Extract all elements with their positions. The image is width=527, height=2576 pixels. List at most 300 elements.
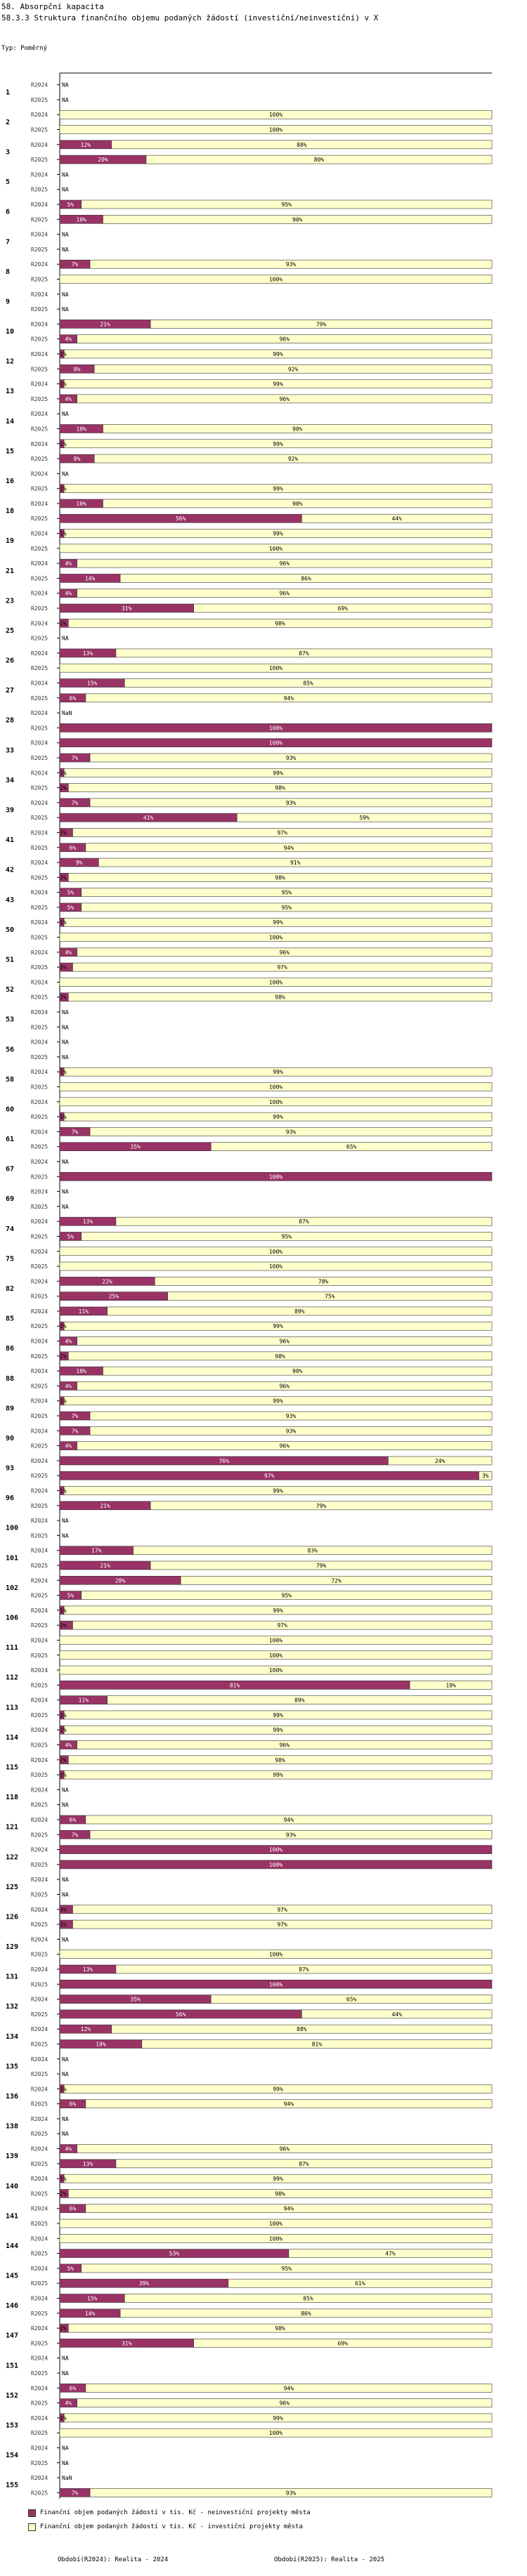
period-label: R2024 — [31, 1787, 48, 1794]
data-label-neinvesticni: 17% — [91, 1547, 102, 1554]
data-label-neinvesticni: 22% — [102, 1278, 112, 1285]
group-label: 51 — [6, 956, 15, 964]
legend-swatch-neinvesticni — [28, 2509, 36, 2517]
na-label: NA — [62, 1009, 69, 1016]
period-label: R2024 — [31, 500, 48, 507]
period-label: R2025 — [31, 2370, 48, 2377]
period-label: R2024 — [31, 2176, 48, 2183]
period-label: R2024 — [31, 202, 48, 209]
group-label: 10 — [6, 328, 15, 336]
data-label-investicni: 100% — [268, 276, 283, 283]
data-label-neinvesticni: 12% — [80, 141, 91, 148]
data-label-investicni: 98% — [275, 994, 285, 1001]
data-label-neinvesticni: 41% — [143, 815, 154, 822]
data-label-investicni: 99% — [273, 2414, 283, 2421]
data-label-neinvesticni: 8% — [73, 366, 81, 373]
na-label: NA — [62, 2115, 69, 2122]
data-label-neinvesticni: 5% — [67, 1233, 74, 1240]
group-label: 58 — [6, 1075, 15, 1084]
period-label: R2025 — [31, 1353, 48, 1360]
period-label: R2025 — [31, 2340, 48, 2347]
period-label: R2024 — [31, 1368, 48, 1375]
data-label-neinvesticni: 4% — [65, 590, 72, 597]
period-label: R2024 — [31, 889, 48, 896]
data-label-investicni: 99% — [273, 440, 283, 447]
data-label-neinvesticni: 6% — [69, 1817, 77, 1824]
na-label: NaN — [62, 710, 72, 717]
group-label: 93 — [6, 1464, 15, 1473]
data-label-neinvesticni: 7% — [71, 754, 79, 761]
data-label-neinvesticni: 1% — [60, 1487, 67, 1494]
period-label: R2024 — [31, 1697, 48, 1704]
data-label-investicni: 99% — [273, 919, 283, 926]
group-label: 118 — [6, 1794, 19, 1802]
data-label-investicni: 100% — [268, 2235, 283, 2242]
na-label: NA — [62, 1891, 69, 1898]
data-label-neinvesticni: 4% — [65, 1742, 72, 1749]
group-label: 75 — [6, 1255, 15, 1263]
data-label-neinvesticni: 3% — [60, 1921, 67, 1928]
period-label: R2025 — [31, 1502, 48, 1509]
group-label: 60 — [6, 1105, 15, 1114]
period-label: R2024 — [31, 1188, 48, 1195]
period-label: R2024 — [31, 919, 48, 926]
group-label: 126 — [6, 1913, 19, 1921]
na-label: NA — [62, 291, 69, 298]
period-label: R2025 — [31, 934, 48, 941]
period-label: R2024 — [31, 261, 48, 268]
period-label: R2024 — [31, 2205, 48, 2212]
data-label-investicni: 97% — [277, 1921, 287, 1928]
period-label: R2024 — [31, 1009, 48, 1016]
group-label: 134 — [6, 2032, 19, 2041]
group-label: 89 — [6, 1405, 15, 1413]
data-label-neinvesticni: 31% — [122, 2340, 132, 2347]
group-label: 53 — [6, 1016, 15, 1024]
period-label: R2024 — [31, 2325, 48, 2332]
na-label: NA — [62, 411, 69, 418]
data-label-investicni: 98% — [275, 620, 285, 627]
data-label-investicni: 95% — [281, 904, 292, 911]
period-label: R2025 — [31, 2430, 48, 2437]
data-label-neinvesticni: 4% — [65, 949, 72, 956]
na-label: NA — [62, 1024, 69, 1031]
period-label: R2025 — [31, 725, 48, 732]
data-label-investicni: 87% — [299, 1218, 309, 1225]
data-label-investicni: 65% — [346, 1996, 357, 2003]
data-label-investicni: 94% — [283, 1817, 294, 1824]
period-label: R2025 — [31, 157, 48, 164]
period-label: R2024 — [31, 2475, 48, 2482]
data-label-investicni: 96% — [279, 1338, 290, 1345]
data-label-investicni: 90% — [292, 216, 303, 223]
data-label-neinvesticni: 7% — [71, 1832, 79, 1839]
data-label-investicni: 99% — [273, 1069, 283, 1076]
data-label-investicni: 95% — [281, 889, 292, 896]
group-label: 23 — [6, 597, 15, 605]
group-label: 121 — [6, 1823, 19, 1832]
data-label-neinvesticni: 5% — [67, 889, 74, 896]
data-label-neinvesticni: 4% — [65, 2145, 72, 2153]
na-label: NA — [62, 471, 69, 478]
data-label-investicni: 69% — [337, 605, 349, 612]
data-label-investicni: 93% — [285, 1428, 297, 1435]
data-label-neinvesticni: 100% — [268, 1846, 283, 1853]
group-label: 19 — [6, 537, 15, 546]
group-label: 154 — [6, 2452, 19, 2460]
data-label-investicni: 92% — [287, 456, 299, 463]
period-label: R2025 — [31, 2250, 48, 2257]
data-label-neinvesticni: 2% — [60, 1353, 67, 1360]
period-label: R2025 — [31, 1143, 48, 1150]
data-label-neinvesticni: 1% — [60, 919, 67, 926]
group-label: 34 — [6, 776, 15, 784]
data-label-investicni: 96% — [279, 2145, 290, 2153]
data-label-neinvesticni: 6% — [69, 695, 77, 702]
period-label: R2025 — [31, 815, 48, 822]
data-label-investicni: 96% — [279, 1443, 290, 1450]
data-label-investicni: 100% — [268, 1098, 283, 1105]
data-label-investicni: 80% — [313, 157, 325, 164]
data-label-neinvesticni: 13% — [82, 1218, 93, 1225]
data-label-neinvesticni: 1% — [60, 2086, 67, 2093]
legend-swatch-investicni — [28, 2523, 36, 2531]
na-label: NA — [62, 1936, 69, 1943]
na-label: NA — [62, 2370, 69, 2377]
period-label: R2025 — [31, 96, 48, 103]
group-label: 125 — [6, 1883, 19, 1891]
period-label: R2024 — [31, 2056, 48, 2063]
data-label-investicni: 100% — [268, 934, 283, 941]
period-label: R2025 — [31, 456, 48, 463]
period-label: R2025 — [31, 276, 48, 283]
data-label-investicni: 93% — [285, 2490, 297, 2497]
data-label-neinvesticni: 7% — [71, 799, 79, 806]
na-label: NA — [62, 1801, 69, 1808]
data-label-investicni: 89% — [294, 1697, 305, 1704]
data-label-investicni: 47% — [385, 2250, 396, 2257]
data-label-neinvesticni: 15% — [86, 680, 98, 687]
data-label-investicni: 93% — [285, 1413, 297, 1420]
period-label: R2024 — [31, 770, 48, 777]
data-label-investicni: 95% — [281, 202, 292, 209]
period-label: R2025 — [31, 695, 48, 702]
period-label: R2024 — [31, 1069, 48, 1076]
data-label-neinvesticni: 1% — [60, 1711, 67, 1719]
group-label: 102 — [6, 1584, 19, 1592]
group-label: 131 — [6, 1973, 19, 1981]
period-label: R2025 — [31, 1981, 48, 1988]
data-label-neinvesticni: 2% — [60, 994, 67, 1001]
data-label-investicni: 85% — [303, 2295, 313, 2302]
data-label-neinvesticni: 21% — [100, 321, 110, 328]
period-label: R2024 — [31, 680, 48, 687]
data-label-investicni: 72% — [331, 1577, 341, 1584]
period-label: R2025 — [31, 126, 48, 133]
data-label-investicni: 83% — [307, 1547, 318, 1554]
data-label-investicni: 95% — [281, 1592, 292, 1599]
period-label: R2024 — [31, 1936, 48, 1943]
group-label: 3 — [6, 148, 11, 157]
period-label: R2024 — [31, 740, 48, 747]
period-label: R2025 — [31, 1711, 48, 1719]
data-label-neinvesticni: 5% — [67, 1592, 74, 1599]
period-label: R2025 — [31, 366, 48, 373]
data-label-neinvesticni: 6% — [69, 2101, 77, 2108]
period-label: R2024 — [31, 2385, 48, 2392]
data-label-investicni: 99% — [273, 2086, 283, 2093]
data-label-investicni: 100% — [268, 1263, 283, 1270]
period-label: R2024 — [31, 141, 48, 148]
na-label: NA — [62, 96, 69, 103]
period-label: R2024 — [31, 1607, 48, 1614]
group-label: 86 — [6, 1345, 15, 1353]
data-label-neinvesticni: 1% — [60, 1114, 67, 1121]
data-label-investicni: 99% — [273, 530, 283, 537]
group-label: 85 — [6, 1315, 15, 1323]
data-label-neinvesticni: 4% — [65, 395, 72, 402]
data-label-investicni: 96% — [279, 590, 290, 597]
period-label: R2024 — [31, 440, 48, 447]
data-label-neinvesticni: 1% — [60, 381, 67, 388]
data-label-investicni: 100% — [268, 979, 283, 986]
group-label: 52 — [6, 986, 15, 994]
period-label: R2025 — [31, 2071, 48, 2078]
data-label-investicni: 19% — [445, 1682, 456, 1689]
data-label-neinvesticni: 1% — [60, 1398, 67, 1405]
na-label: NA — [62, 1158, 69, 1165]
period-label: R2024 — [31, 1996, 48, 2003]
data-label-investicni: 99% — [273, 2176, 283, 2183]
group-label: 14 — [6, 417, 15, 426]
period-label: R2024 — [31, 650, 48, 657]
period-label: R2024 — [31, 1877, 48, 1884]
data-label-neinvesticni: 14% — [84, 2310, 96, 2317]
data-label-investicni: 97% — [277, 1622, 287, 1629]
period-label: R2025 — [31, 2221, 48, 2228]
period-label: R2024 — [31, 1756, 48, 1763]
data-label-neinvesticni: 31% — [122, 605, 132, 612]
data-label-investicni: 100% — [268, 545, 283, 552]
group-label: 152 — [6, 2391, 19, 2400]
data-label-neinvesticni: 100% — [268, 1174, 283, 1181]
period-label: R2024 — [31, 171, 48, 178]
group-label: 16 — [6, 478, 15, 485]
data-label-investicni: 85% — [303, 680, 313, 687]
group-label: 129 — [6, 1943, 19, 1952]
period-label: R2025 — [31, 2011, 48, 2018]
period-label: R2025 — [31, 1592, 48, 1599]
period-label: R2024 — [31, 2295, 48, 2302]
group-label: 140 — [6, 2182, 19, 2190]
period-label: R2024 — [31, 1547, 48, 1554]
data-label-neinvesticni: 12% — [80, 2026, 91, 2033]
group-label: 15 — [6, 447, 15, 456]
period-label: R2024 — [31, 1577, 48, 1584]
data-label-neinvesticni: 6% — [69, 2385, 77, 2392]
data-label-neinvesticni: 100% — [268, 740, 283, 747]
legend-item-investicni — [28, 2520, 311, 2534]
data-label-neinvesticni: 1% — [60, 1772, 67, 1779]
data-label-investicni: 93% — [285, 1832, 297, 1839]
period-label: R2025 — [31, 426, 48, 433]
data-label-investicni: 78% — [318, 1278, 329, 1285]
group-label: 25 — [6, 626, 15, 635]
data-label-neinvesticni: 28% — [115, 1577, 126, 1584]
chart-title: 58.3.3 Struktura finančního objemu podaných žádostí (investiční/neinvestiční) v X — [1, 13, 379, 22]
group-label: 39 — [6, 806, 15, 815]
data-label-investicni: 100% — [268, 665, 283, 672]
data-label-investicni: 61% — [355, 2280, 365, 2287]
data-label-neinvesticni: 7% — [71, 261, 79, 268]
data-label-investicni: 93% — [285, 799, 297, 806]
data-label-neinvesticni: 56% — [175, 515, 186, 523]
group-label: 69 — [6, 1195, 15, 1204]
data-label-neinvesticni: 2% — [60, 1756, 67, 1763]
data-label-investicni: 96% — [279, 560, 290, 567]
data-label-neinvesticni: 35% — [130, 1996, 141, 2003]
na-label: NA — [62, 1039, 69, 1046]
data-label-investicni: 99% — [273, 1114, 283, 1121]
group-label: 67 — [6, 1165, 15, 1174]
data-label-investicni: 94% — [283, 2205, 294, 2212]
data-label-investicni: 100% — [268, 1652, 283, 1659]
data-label-neinvesticni: 21% — [100, 1562, 110, 1569]
data-label-neinvesticni: 8% — [73, 456, 81, 463]
footer-period-2024: Období(R2024): Realita - 2024 — [58, 2556, 169, 2563]
legend — [28, 2506, 311, 2534]
data-label-investicni: 97% — [277, 829, 287, 836]
period-label: R2025 — [31, 2160, 48, 2167]
period-label: R2025 — [31, 395, 48, 402]
data-label-neinvesticni: 1% — [60, 440, 67, 447]
data-label-investicni: 99% — [273, 1727, 283, 1734]
data-label-neinvesticni: 53% — [169, 2250, 180, 2257]
data-label-neinvesticni: 2% — [60, 620, 67, 627]
data-label-neinvesticni: 2% — [60, 874, 67, 881]
na-label: NA — [62, 171, 69, 178]
period-label: R2025 — [31, 964, 48, 971]
legend-label-neinvesticni: Finanční objem podaných žádostí v tis. Kč - neinvestiční projekty města — [40, 2509, 311, 2516]
data-label-investicni: 98% — [275, 874, 285, 881]
data-label-neinvesticni: 21% — [100, 1502, 110, 1509]
period-label: R2024 — [31, 2115, 48, 2122]
data-label-investicni: 79% — [315, 1562, 327, 1569]
group-label: 2 — [6, 118, 11, 126]
group-label: 33 — [6, 747, 15, 755]
group-label: 135 — [6, 2063, 19, 2071]
period-label: R2024 — [31, 1398, 48, 1405]
data-label-investicni: 90% — [292, 500, 303, 507]
data-label-neinvesticni: 25% — [108, 1293, 119, 1300]
data-label-neinvesticni: 1% — [60, 770, 67, 777]
data-label-neinvesticni: 1% — [60, 1607, 67, 1614]
data-label-investicni: 96% — [279, 949, 290, 956]
period-label: R2025 — [31, 904, 48, 911]
group-label: 144 — [6, 2242, 19, 2250]
data-label-investicni: 86% — [301, 575, 311, 582]
data-label-neinvesticni: 13% — [82, 650, 93, 657]
period-label: R2024 — [31, 471, 48, 478]
period-label: R2025 — [31, 1233, 48, 1240]
period-label: R2024 — [31, 1308, 48, 1315]
data-label-neinvesticni: 6% — [69, 844, 77, 851]
period-label: R2024 — [31, 1518, 48, 1525]
period-label: R2025 — [31, 1951, 48, 1958]
group-label: 12 — [6, 357, 15, 366]
group-label: 27 — [6, 687, 15, 695]
data-label-investicni: 94% — [283, 695, 294, 702]
data-label-neinvesticni: 76% — [219, 1457, 229, 1464]
data-label-investicni: 93% — [285, 261, 297, 268]
group-label: 42 — [6, 866, 15, 874]
data-label-neinvesticni: 1% — [60, 2176, 67, 2183]
period-label: R2024 — [31, 2086, 48, 2093]
data-label-neinvesticni: 10% — [76, 500, 86, 507]
data-label-investicni: 96% — [279, 336, 290, 343]
period-label: R2025 — [31, 1323, 48, 1330]
period-label: R2025 — [31, 2041, 48, 2048]
period-label: R2025 — [31, 2280, 48, 2287]
period-label: R2025 — [31, 2310, 48, 2317]
data-label-investicni: 90% — [292, 426, 303, 433]
period-label: R2025 — [31, 1682, 48, 1689]
period-label: R2025 — [31, 246, 48, 253]
group-label: 145 — [6, 2272, 19, 2280]
data-label-neinvesticni: 13% — [82, 2160, 93, 2167]
data-label-neinvesticni: 81% — [229, 1682, 240, 1689]
group-label: 50 — [6, 926, 15, 934]
group-label: 111 — [6, 1644, 19, 1652]
period-label: R2024 — [31, 112, 48, 119]
group-label: 61 — [6, 1136, 15, 1144]
data-label-investicni: 44% — [391, 515, 402, 523]
data-label-investicni: 92% — [287, 366, 299, 373]
period-label: R2024 — [31, 291, 48, 298]
na-label: NA — [62, 1053, 69, 1060]
data-label-neinvesticni: 7% — [71, 1413, 79, 1420]
group-label: 8 — [6, 268, 11, 276]
data-label-neinvesticni: 1% — [60, 1069, 67, 1076]
data-label-investicni: 95% — [281, 1233, 292, 1240]
period-label: R2025 — [31, 1263, 48, 1270]
period-label: R2025 — [31, 2490, 48, 2497]
data-label-investicni: 100% — [268, 1667, 283, 1674]
period-label: R2025 — [31, 605, 48, 612]
group-label: 18 — [6, 507, 15, 515]
data-label-investicni: 100% — [268, 126, 283, 133]
period-label: R2025 — [31, 1174, 48, 1181]
group-label: 112 — [6, 1674, 19, 1682]
data-label-investicni: 99% — [273, 350, 283, 357]
period-label: R2025 — [31, 306, 48, 313]
period-label: R2024 — [31, 1428, 48, 1435]
data-label-investicni: 90% — [292, 1368, 303, 1375]
data-label-investicni: 98% — [275, 1353, 285, 1360]
data-label-neinvesticni: 56% — [175, 2011, 186, 2018]
data-label-neinvesticni: 13% — [82, 1966, 93, 1973]
data-label-investicni: 100% — [268, 2430, 283, 2437]
period-label: R2025 — [31, 1413, 48, 1420]
period-label: R2025 — [31, 575, 48, 582]
period-label: R2024 — [31, 949, 48, 956]
group-label: 115 — [6, 1763, 19, 1772]
period-label: R2025 — [31, 1383, 48, 1390]
period-label: R2025 — [31, 1084, 48, 1091]
data-label-investicni: 94% — [283, 844, 294, 851]
period-label: R2025 — [31, 186, 48, 193]
data-label-investicni: 100% — [268, 112, 283, 119]
